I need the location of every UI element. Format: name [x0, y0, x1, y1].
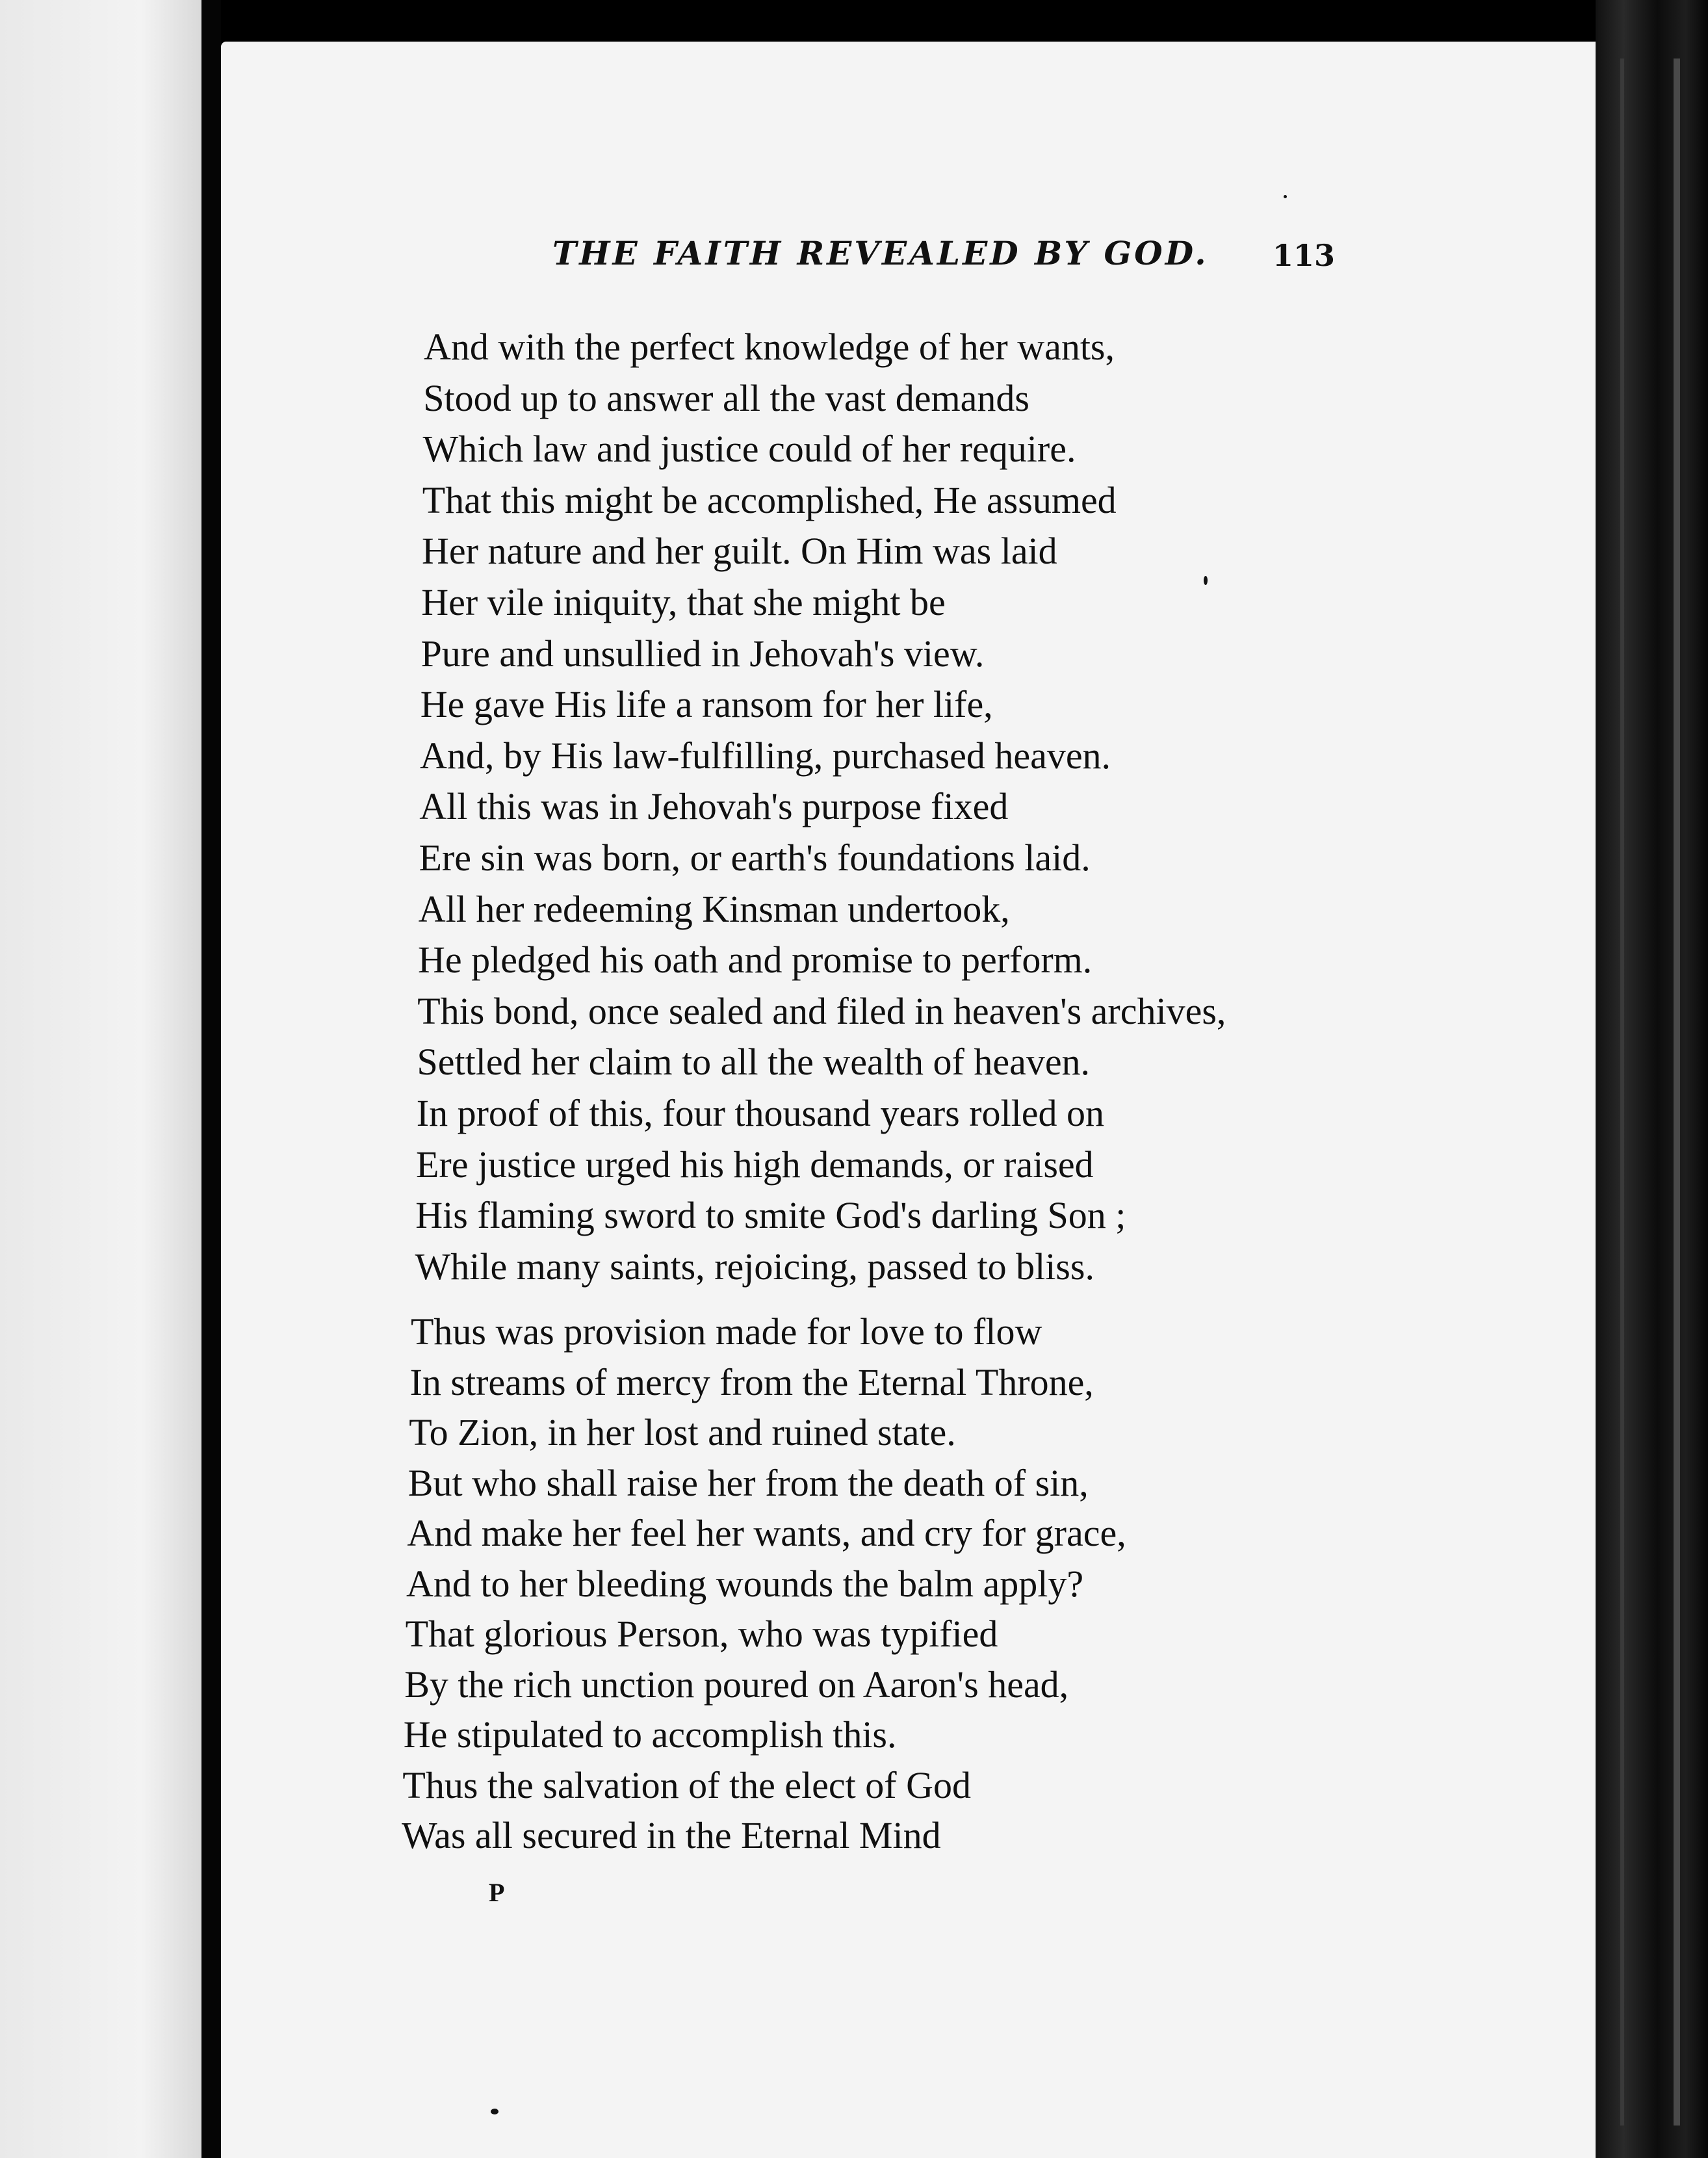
verse-line: This bond, once sealed and filed in heaven's archives,: [417, 989, 1226, 1032]
verse-line: While many saints, rejoicing, passed to bliss.: [415, 1245, 1094, 1288]
book-gutter: [201, 0, 221, 2158]
facing-page-edge: [0, 0, 201, 2158]
page-edge-dark: [1596, 0, 1708, 2158]
verse-line: And to her bleeding wounds the balm apply?: [406, 1562, 1084, 1605]
verse-line: That this might be accomplished, He assumed: [422, 478, 1117, 521]
verse-line: He pledged his oath and promise to perform.: [418, 939, 1093, 982]
verse-line: Thus was provision made for love to flow: [411, 1310, 1042, 1353]
page-edge-line: [1674, 58, 1680, 2126]
verse-line: Thus the salvation of the elect of God: [402, 1763, 971, 1806]
verse-line: And with the perfect knowledge of her wants,: [424, 326, 1115, 368]
verse-line: In streams of mercy from the Eternal Throne,: [409, 1360, 1094, 1403]
verse-line: All her redeeming Kinsman undertook,: [418, 887, 1010, 930]
speck-mark: [491, 2109, 498, 2114]
verse-line: Was all secured in the Eternal Mind: [402, 1814, 941, 1856]
verse-line: Ere sin was born, or earth's foundations laid.: [419, 837, 1091, 879]
verse-line: He gave His life a ransom for her life,: [420, 683, 993, 726]
signature-mark: P: [489, 1878, 505, 1907]
verse-line: To Zion, in her lost and ruined state.: [409, 1411, 956, 1453]
verse-line: Stood up to answer all the vast demands: [423, 376, 1029, 419]
page-edge-line: [1620, 58, 1624, 2126]
verse-line: In proof of this, four thousand years rolled on: [416, 1092, 1105, 1134]
verse-line: Which law and justice could of her require.: [422, 428, 1076, 471]
running-head: THE FAITH REVEALED BY GOD.: [552, 234, 1209, 272]
verse-line: Her nature and her guilt. On Him was laid: [422, 530, 1057, 573]
verse-line: By the rich unction poured on Aaron's head,: [404, 1663, 1069, 1706]
verse-line: Her vile iniquity, that she might be: [421, 581, 946, 623]
speck-mark: [1204, 576, 1208, 585]
speck-mark: [1284, 195, 1287, 198]
verse-line: All this was in Jehovah's purpose fixed: [419, 785, 1009, 828]
verse-line: He stipulated to accomplish this.: [403, 1713, 897, 1756]
page-number: 113: [1273, 238, 1336, 273]
verse-line: But who shall raise her from the death of sin,: [408, 1461, 1089, 1504]
verse-line: And make her feel her wants, and cry for grace,: [407, 1512, 1126, 1554]
verse-line: And, by His law-fulfilling, purchased heaven.: [420, 734, 1111, 777]
verse-line: Ere justice urged his high demands, or raised: [416, 1143, 1094, 1186]
verse-line: Pure and unsullied in Jehovah's view.: [421, 632, 985, 675]
verse-line: That glorious Person, who was typified: [405, 1613, 998, 1655]
verse-line: Settled her claim to all the wealth of heaven.: [417, 1041, 1091, 1084]
verse-line: His flaming sword to smite God's darling Son ;: [415, 1194, 1126, 1237]
